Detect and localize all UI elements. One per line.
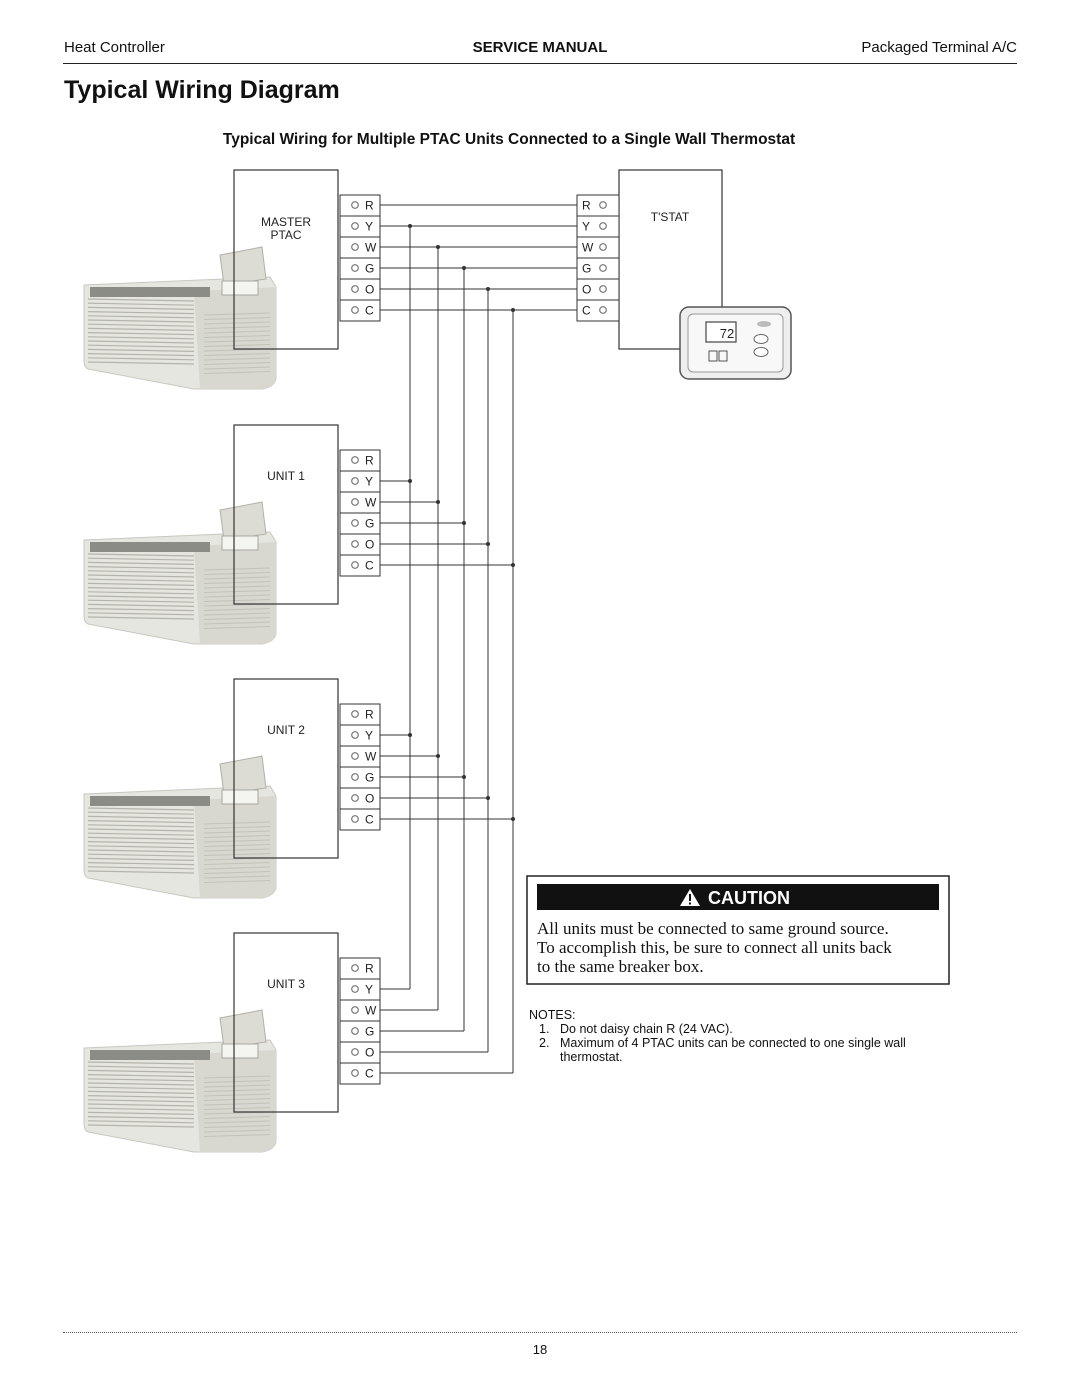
note-1-text: Do not daisy chain R (24 VAC). bbox=[560, 1022, 733, 1036]
unit-label: PTAC bbox=[270, 228, 302, 242]
thermostat-terminal-r: R bbox=[582, 198, 591, 213]
note-2-number: 2. bbox=[539, 1036, 550, 1050]
terminal-label-o: O bbox=[365, 1045, 375, 1060]
terminal-label-g: G bbox=[365, 770, 375, 785]
terminal-screw-icon bbox=[352, 286, 359, 293]
ptac-unit-1 bbox=[84, 425, 515, 644]
terminal-label-y: Y bbox=[365, 982, 374, 997]
page-title: Typical Wiring Diagram bbox=[64, 76, 340, 104]
ptac-unit-0 bbox=[84, 170, 577, 389]
terminal-screw-icon bbox=[600, 286, 607, 293]
wire-junction bbox=[486, 287, 490, 291]
terminal-label-r: R bbox=[365, 198, 374, 213]
ptac-unit-icon bbox=[84, 1010, 276, 1152]
note-2-text-line-2: thermostat. bbox=[560, 1050, 623, 1064]
thermostat-label: T'STAT bbox=[650, 210, 690, 224]
caution-heading: CAUTION bbox=[708, 888, 790, 908]
terminal-screw-icon bbox=[352, 223, 359, 230]
terminal-label-c: C bbox=[365, 812, 374, 827]
caution-box bbox=[527, 876, 949, 984]
terminal-label-r: R bbox=[365, 453, 374, 468]
ptac-unit-icon bbox=[84, 502, 276, 644]
terminal-screw-icon bbox=[352, 478, 359, 485]
terminal-screw-icon bbox=[352, 244, 359, 251]
wire-junction bbox=[511, 563, 515, 567]
thermostat-terminal-y: Y bbox=[582, 219, 591, 234]
terminal-screw-icon bbox=[352, 1070, 359, 1077]
terminal-label-w: W bbox=[365, 1003, 377, 1018]
notes-heading: NOTES: bbox=[529, 1008, 576, 1022]
terminal-screw-icon bbox=[600, 307, 607, 314]
caution-line-3: to the same breaker box. bbox=[537, 957, 704, 976]
wire-junction bbox=[462, 521, 466, 525]
terminal-screw-icon bbox=[352, 795, 359, 802]
terminal-screw-icon bbox=[352, 711, 359, 718]
header-center-text: SERVICE MANUAL bbox=[472, 39, 608, 56]
terminal-label-o: O bbox=[365, 282, 375, 297]
caution-line-1: All units must be connected to same ground source. bbox=[537, 919, 889, 938]
terminal-screw-icon bbox=[352, 753, 359, 760]
diagram-title: Typical Wiring for Multiple PTAC Units Connected to a Single Wall Thermostat bbox=[222, 131, 796, 148]
terminal-screw-icon bbox=[352, 1028, 359, 1035]
wire-junction bbox=[436, 245, 440, 249]
terminal-screw-icon bbox=[352, 816, 359, 823]
terminal-screw-icon bbox=[600, 202, 607, 209]
terminal-screw-icon bbox=[600, 223, 607, 230]
terminal-screw-icon bbox=[352, 965, 359, 972]
terminal-label-w: W bbox=[365, 240, 377, 255]
terminal-screw-icon bbox=[352, 562, 359, 569]
terminal-label-r: R bbox=[365, 961, 374, 976]
unit-label: MASTER bbox=[260, 215, 312, 229]
terminal-screw-icon bbox=[352, 499, 359, 506]
terminal-label-c: C bbox=[365, 1066, 374, 1081]
terminal-screw-icon bbox=[352, 202, 359, 209]
thermostat-terminal-o: O bbox=[582, 282, 592, 297]
header-left-text: Heat Controller bbox=[64, 39, 165, 56]
wire-junction bbox=[408, 479, 412, 483]
thermostat-terminal-g: G bbox=[582, 261, 592, 276]
terminal-label-g: G bbox=[365, 1024, 375, 1039]
note-1-number: 1. bbox=[539, 1022, 550, 1036]
terminal-label-w: W bbox=[365, 749, 377, 764]
terminal-label-w: W bbox=[365, 495, 377, 510]
footer-rule bbox=[63, 1332, 1017, 1333]
wire-junction bbox=[408, 224, 412, 228]
wire-junction bbox=[511, 817, 515, 821]
terminal-screw-icon bbox=[352, 732, 359, 739]
wire-junction bbox=[462, 775, 466, 779]
ptac-unit-icon bbox=[84, 247, 276, 389]
unit-label: UNIT 3 bbox=[267, 977, 305, 991]
terminal-label-o: O bbox=[365, 791, 375, 806]
terminal-label-y: Y bbox=[365, 728, 374, 743]
terminal-label-g: G bbox=[365, 516, 375, 531]
terminal-screw-icon bbox=[352, 265, 359, 272]
wire-junction bbox=[436, 500, 440, 504]
terminal-label-o: O bbox=[365, 537, 375, 552]
thermostat-display: 72 bbox=[719, 326, 735, 341]
terminal-label-y: Y bbox=[365, 219, 374, 234]
notes-block bbox=[529, 1008, 906, 1064]
terminal-label-c: C bbox=[365, 303, 374, 318]
unit-label: UNIT 1 bbox=[267, 469, 305, 483]
terminal-screw-icon bbox=[352, 541, 359, 548]
unit-label: UNIT 2 bbox=[267, 723, 305, 737]
wire-junction bbox=[436, 754, 440, 758]
header-right-text: Packaged Terminal A/C bbox=[861, 39, 1017, 56]
terminal-label-c: C bbox=[365, 558, 374, 573]
terminal-screw-icon bbox=[600, 244, 607, 251]
wire-junction bbox=[408, 733, 412, 737]
thermostat-icon bbox=[680, 307, 791, 379]
wire-junction bbox=[486, 542, 490, 546]
terminal-screw-icon bbox=[352, 307, 359, 314]
ptac-unit-3 bbox=[84, 933, 513, 1152]
terminal-screw-icon bbox=[600, 265, 607, 272]
terminal-screw-icon bbox=[352, 986, 359, 993]
terminal-screw-icon bbox=[352, 774, 359, 781]
wire-junction bbox=[511, 308, 515, 312]
thermostat-terminal-c: C bbox=[582, 303, 591, 318]
ptac-unit-2 bbox=[84, 679, 515, 898]
terminal-label-y: Y bbox=[365, 474, 374, 489]
page-number: 18 bbox=[532, 1342, 548, 1357]
terminal-label-g: G bbox=[365, 261, 375, 276]
terminal-label-r: R bbox=[365, 707, 374, 722]
ptac-unit-icon bbox=[84, 756, 276, 898]
wire-junction bbox=[462, 266, 466, 270]
terminal-screw-icon bbox=[352, 1049, 359, 1056]
thermostat-terminal-w: W bbox=[582, 240, 594, 255]
caution-line-2: To accomplish this, be sure to connect all units back bbox=[537, 938, 892, 957]
wire-junction bbox=[486, 796, 490, 800]
terminal-screw-icon bbox=[352, 1007, 359, 1014]
note-2-text-line-1: Maximum of 4 PTAC units can be connected to one single wall bbox=[560, 1036, 906, 1050]
terminal-screw-icon bbox=[352, 457, 359, 464]
terminal-screw-icon bbox=[352, 520, 359, 527]
